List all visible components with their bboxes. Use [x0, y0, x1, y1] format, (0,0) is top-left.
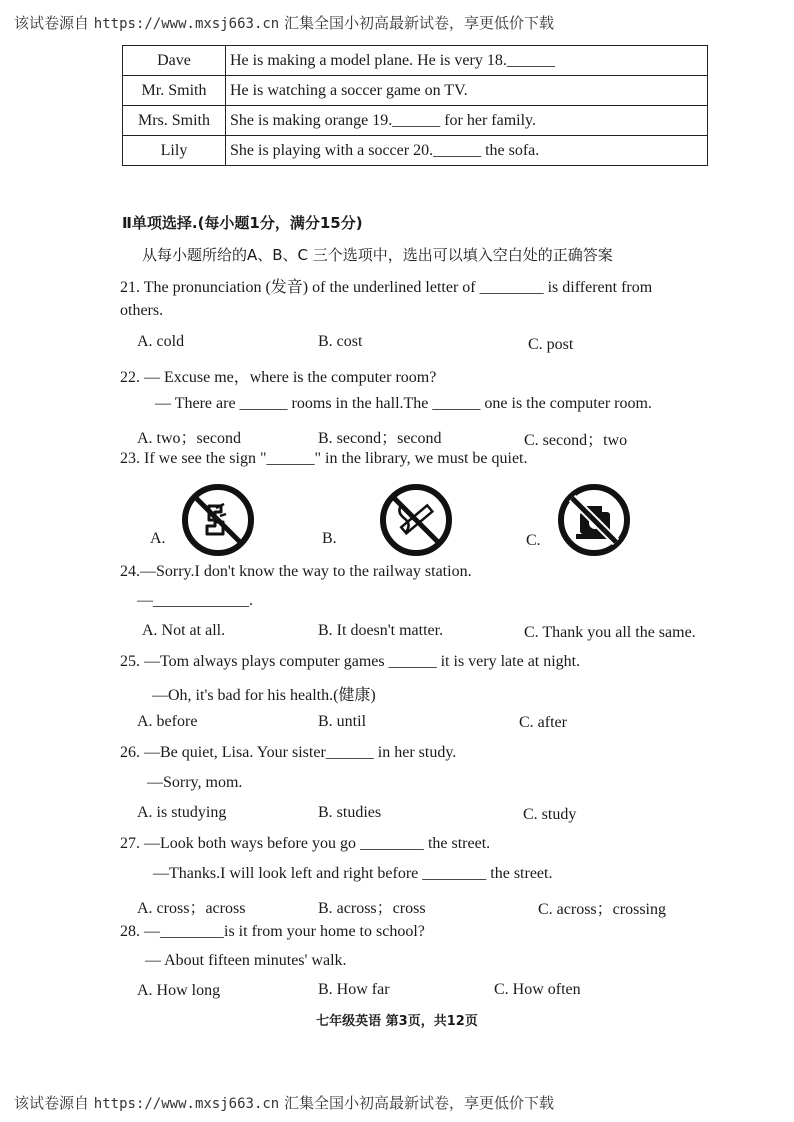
table-cell-name: Dave [123, 46, 226, 76]
section-instruction: 从每小题所给的A、B、C 三个选项中，选出可以填入空白处的正确答案 [142, 246, 613, 264]
table-cell-name: Lily [123, 136, 226, 166]
table-cell-desc: She is making orange 19.______ for her family. [226, 106, 708, 136]
banner-suffix: 汇集全国小初高最新试卷，享更低价下载 [284, 1094, 555, 1112]
question-28-stem-cont: — About fifteen minutes' walk. [145, 952, 347, 969]
question-23-option-b[interactable]: B. [322, 530, 337, 547]
question-27-option-b[interactable]: B. across；cross [318, 900, 426, 917]
question-24-option-a[interactable]: A. Not at all. [142, 622, 226, 639]
question-23-stem: 23. If we see the sign "______" in the library, we must be quiet. [120, 450, 528, 467]
question-21-option-c[interactable]: C. post [528, 336, 574, 353]
table-cell-name: Mrs. Smith [123, 106, 226, 136]
question-26-stem: 26. —Be quiet, Lisa. Your sister______ in her study. [120, 744, 457, 761]
question-25-option-c[interactable]: C. after [519, 714, 567, 731]
people-activity-table [122, 45, 708, 166]
question-23-option-c[interactable]: C. [526, 532, 541, 549]
page-footer: 七年级英语 第3页，共12页 [316, 1014, 478, 1029]
banner-url-link[interactable]: https://www.mxsj663.cn [93, 16, 280, 32]
question-21-option-b[interactable]: B. cost [318, 333, 363, 350]
question-26-option-a[interactable]: A. is studying [137, 804, 227, 821]
table-cell-desc: She is playing with a soccer 20.______ the sofa. [226, 136, 708, 166]
question-22-stem-cont: — There are ______ rooms in the hall.The ______ one is the computer room. [155, 395, 652, 412]
table-cell-desc: He is making a model plane. He is very 18.______ [226, 46, 708, 76]
question-26-option-b[interactable]: B. studies [318, 804, 382, 821]
question-24-option-b[interactable]: B. It doesn't matter. [318, 622, 444, 639]
question-27-stem-cont: —Thanks.I will look left and right before ________ the street. [153, 865, 553, 882]
question-21-option-a[interactable]: A. cold [137, 333, 185, 350]
source-banner-top [14, 12, 554, 33]
question-24-option-c[interactable]: C. Thank you all the same. [524, 624, 696, 641]
table-row [123, 76, 708, 106]
question-25-stem: 25. —Tom always plays computer games ______ it is very late at night. [120, 653, 581, 670]
question-28-stem: 28. —________is it from your home to school? [120, 923, 425, 940]
no-phone-sign-icon[interactable] [180, 482, 256, 558]
question-27-option-c[interactable]: C. across；crossing [538, 901, 666, 918]
question-22-option-a[interactable]: A. two；second [137, 430, 241, 447]
question-26-option-c[interactable]: C. study [523, 806, 577, 823]
question-22-stem: 22. — Excuse me，where is the computer room? [120, 369, 437, 386]
banner-url-link[interactable]: https://www.mxsj663.cn [93, 1096, 280, 1112]
banner-prefix: 该试卷源自 [14, 1094, 90, 1112]
table-row [123, 106, 708, 136]
question-24-stem-cont: —____________. [137, 592, 253, 609]
question-25-option-a[interactable]: A. before [137, 713, 198, 730]
question-21-stem: 21. The pronunciation (发音) of the underlined letter of ________ is different from [120, 279, 653, 296]
question-27-option-a[interactable]: A. cross；across [137, 900, 246, 917]
question-21-stem-cont: others. [120, 302, 164, 319]
question-23-option-a[interactable]: A. [150, 530, 166, 547]
question-25-option-b[interactable]: B. until [318, 713, 367, 730]
question-28-option-c[interactable]: C. How often [494, 981, 581, 998]
question-22-option-b[interactable]: B. second；second [318, 430, 442, 447]
question-26-stem-cont: —Sorry, mom. [147, 774, 243, 791]
banner-prefix: 该试卷源自 [14, 14, 90, 32]
question-22-option-c[interactable]: C. second；two [524, 432, 628, 449]
question-27-stem: 27. —Look both ways before you go ________ the street. [120, 835, 491, 852]
question-25-stem-cont: —Oh, it's bad for his health.(健康) [152, 687, 376, 704]
table-cell-desc: He is watching a soccer game on TV. [226, 76, 708, 106]
question-28-option-a[interactable]: A. How long [137, 982, 221, 999]
table-cell-name: Mr. Smith [123, 76, 226, 106]
no-smoking-sign-icon[interactable] [378, 482, 454, 558]
section-title: Ⅱ单项选择.(每小题1分，满分15分) [122, 214, 363, 232]
no-camera-sign-icon[interactable] [556, 482, 632, 558]
question-28-option-b[interactable]: B. How far [318, 981, 390, 998]
banner-suffix: 汇集全国小初高最新试卷，享更低价下载 [284, 14, 555, 32]
table-row [123, 46, 708, 76]
table-row [123, 136, 708, 166]
source-banner-bottom [14, 1092, 554, 1113]
question-24-stem: 24.—Sorry.I don't know the way to the railway station. [120, 563, 472, 580]
